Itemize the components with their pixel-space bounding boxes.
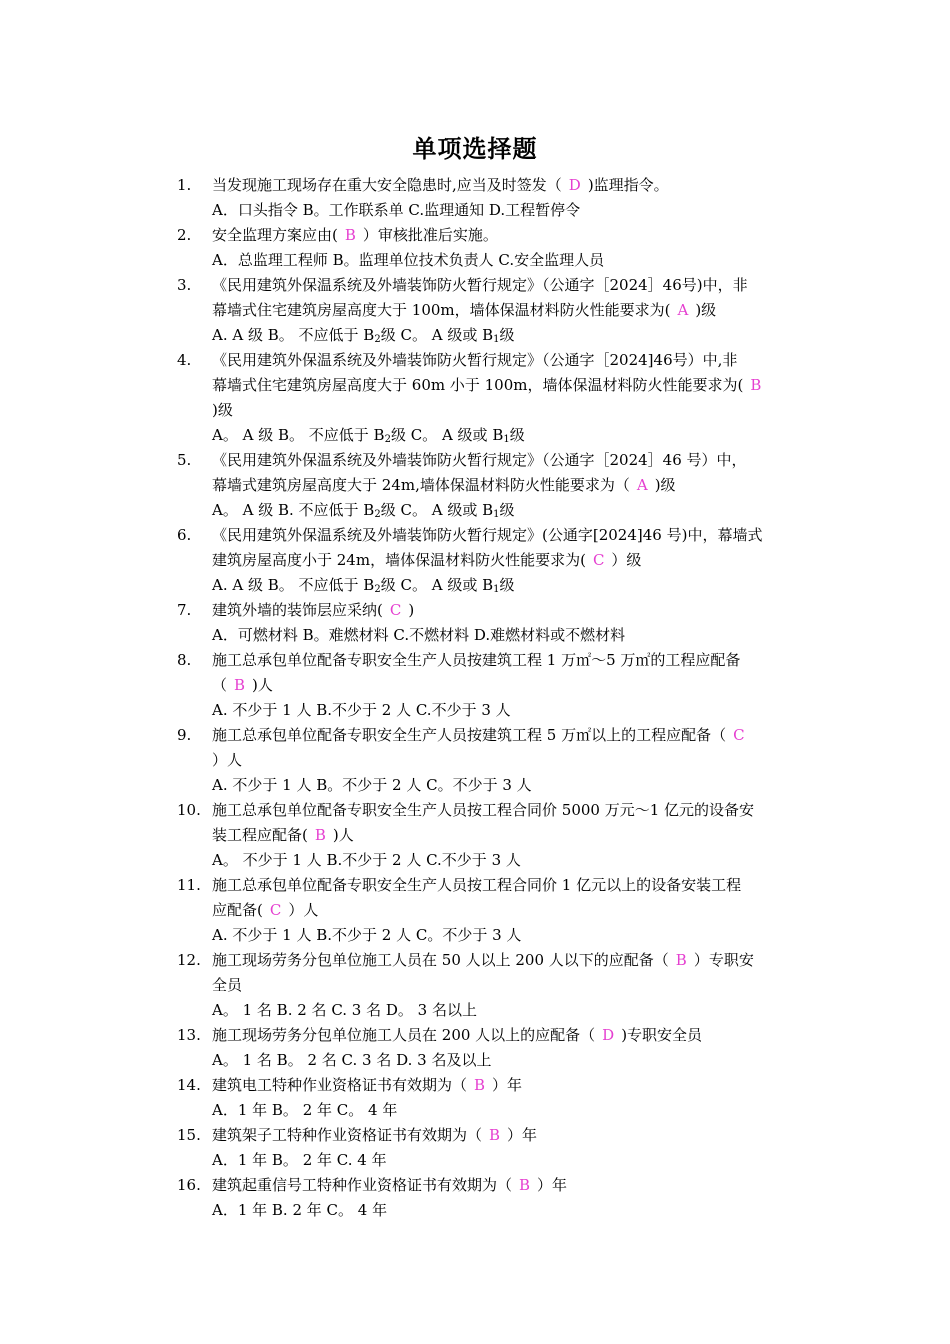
question-line (0, 873, 950, 898)
question-line (0, 548, 950, 573)
question-text: A．可燃材料 B。难燃材料 C.不燃材料 D.难燃材料或不燃材料 (212, 626, 626, 644)
question-item (0, 873, 950, 948)
question-text: 建筑房屋高度小于 24m，墙体保温材料防火性能要求为( C ）级 (212, 551, 642, 569)
answer-letter: B (314, 826, 326, 844)
question-text: 建筑电工特种作业资格证书有效期为（ B ）年 (212, 1076, 523, 1094)
question-number: 1. (177, 176, 192, 194)
question-text: A。 A 级 B. 不应低于 $B_2$级 C。 A 级或 $B_1$级 (212, 501, 515, 520)
question-line (0, 448, 950, 473)
question-text: A. 不少于 1 人 B.不少于 2 人 C。不少于 3 人 (212, 926, 522, 944)
question-number: 11. (177, 876, 201, 894)
subscript: 2 (374, 509, 381, 520)
question-item (0, 648, 950, 723)
question-item (0, 523, 950, 598)
question-text: )级 (212, 401, 233, 419)
question-line (0, 623, 950, 648)
question-number: 9. (177, 726, 192, 744)
question-list (0, 173, 950, 1223)
question-text: 《民用建筑外保温系统及外墙装饰防火暂行规定》（公通字［2024］46 号）中， (212, 451, 747, 469)
question-line (0, 198, 950, 223)
question-text: A。 不少于 1 人 B.不少于 2 人 C.不少于 3 人 (212, 851, 521, 869)
question-line (0, 323, 950, 348)
question-line (0, 748, 950, 773)
question-text: ）人 (212, 751, 243, 769)
question-line (0, 598, 950, 623)
question-number: 15. (177, 1126, 201, 1144)
answer-letter: C (592, 551, 605, 569)
question-line (0, 773, 950, 798)
answer-letter: B (489, 1126, 501, 1144)
answer-letter: C (269, 901, 282, 919)
subscript: 1 (493, 334, 500, 345)
answer-letter: A (677, 301, 689, 319)
question-text: A. 不少于 1 人 B。不少于 2 人 C。不少于 3 人 (212, 776, 532, 794)
question-text: A. A 级 B。 不应低于 $B_2$级 C。 A 级或 $B_1$级 (212, 576, 515, 595)
question-text: A．总监理工程师 B。监理单位技术负责人 C.安全监理人员 (212, 251, 605, 269)
answer-letter: B (675, 951, 687, 969)
question-line (0, 348, 950, 373)
question-number: 8. (177, 651, 192, 669)
question-line (0, 248, 950, 273)
question-text: A．1 年 B. 2 年 C。 4 年 (212, 1201, 388, 1219)
question-number: 14. (177, 1076, 201, 1094)
question-text: 建筑外墙的装饰层应采纳( C ) (212, 601, 415, 619)
question-line (0, 1148, 950, 1173)
answer-letter: B (344, 226, 356, 244)
question-item (0, 948, 950, 1023)
question-line (0, 1048, 950, 1073)
question-number: 10. (177, 801, 201, 819)
question-text: （ B )人 (212, 676, 273, 694)
question-line (0, 173, 950, 198)
question-line (0, 698, 950, 723)
question-line (0, 898, 950, 923)
question-line (0, 823, 950, 848)
subscript: 2 (384, 434, 391, 445)
question-text: 幕墙式住宅建筑房屋高度大于 60m 小于 100m，墙体保温材料防火性能要求为( B (212, 373, 768, 398)
question-text: 幕墙式建筑房屋高度大于 24m,墙体保温材料防火性能要求为（ A )级 (212, 476, 676, 494)
question-line (0, 373, 950, 398)
question-line (0, 798, 950, 823)
question-line (0, 473, 950, 498)
question-text: 施工总承包单位配备专职安全生产人员按工程合同价 5000 万元～1 亿元的设备安 (212, 801, 755, 819)
answer-letter: B (474, 1076, 486, 1094)
answer-letter: D (568, 176, 581, 194)
question-number: 4. (177, 351, 192, 369)
answer-letter: A (636, 476, 648, 494)
question-text: 当发现施工现场存在重大安全隐患时,应当及时签发（ D )监理指令。 (212, 176, 669, 194)
question-line (0, 923, 950, 948)
question-line (0, 573, 950, 598)
question-item (0, 1073, 950, 1123)
answer-letter: C (389, 601, 402, 619)
question-text: 《民用建筑外保温系统及外墙装饰防火暂行规定》（公通字［2024］46号)中，非 (212, 276, 748, 294)
subscript: 2 (374, 584, 381, 595)
question-line (0, 423, 950, 448)
question-line (0, 1098, 950, 1123)
question-line (0, 498, 950, 523)
question-line (0, 1123, 950, 1148)
question-number: 3. (177, 276, 192, 294)
question-item (0, 1123, 950, 1173)
question-text: 施工总承包单位配备专职安全生产人员按工程合同价 1 亿元以上的设备安装工程 (212, 876, 742, 894)
question-item (0, 173, 950, 223)
question-line (0, 723, 950, 748)
question-line (0, 848, 950, 873)
question-item (0, 448, 950, 523)
page-title: 单项选择题 (412, 134, 538, 163)
question-text: 施工总承包单位配备专职安全生产人员按建筑工程 5 万㎡以上的工程应配备（ C (212, 723, 752, 748)
subscript: 1 (493, 584, 500, 595)
question-text: 应配备( C ）人 (212, 901, 319, 919)
question-item (0, 223, 950, 273)
question-number: 6. (177, 526, 192, 544)
question-number: 2. (177, 226, 192, 244)
question-item (0, 348, 950, 448)
answer-letter: C (733, 726, 745, 744)
question-line (0, 1023, 950, 1048)
question-text: 《民用建筑外保温系统及外墙装饰防火暂行规定》（公通字［2024]46号）中,非 (212, 351, 738, 369)
answer-letter: B (234, 676, 246, 694)
question-line (0, 1173, 950, 1198)
question-item (0, 1173, 950, 1223)
question-item (0, 798, 950, 873)
question-text: 施工现场劳务分包单位施工人员在 200 人以上的应配备（ D )专职安全员 (212, 1026, 703, 1044)
question-line (0, 973, 950, 998)
question-number: 5. (177, 451, 192, 469)
question-line (0, 648, 950, 673)
question-text: A. A 级 B。 不应低于 $B_2$级 C。 A 级或 $B_1$级 (212, 326, 515, 345)
question-item (0, 273, 950, 348)
question-text: A．口头指令 B。工作联系单 C.监理通知 D.工程暂停令 (212, 201, 581, 219)
question-line (0, 298, 950, 323)
answer-letter: D (602, 1026, 615, 1044)
question-line (0, 1073, 950, 1098)
question-text: 安全监理方案应由( B ）审核批准后实施。 (212, 226, 498, 244)
question-item (0, 723, 950, 798)
question-line (0, 273, 950, 298)
question-line (0, 398, 950, 423)
question-text: 施工总承包单位配备专职安全生产人员按建筑工程 1 万㎡～5 万㎡的工程应配备 (212, 651, 741, 669)
subscript: 1 (503, 434, 510, 445)
question-text: A．1 年 B。 2 年 C。 4 年 (212, 1101, 398, 1119)
question-number: 7. (177, 601, 192, 619)
subscript: 1 (493, 509, 500, 520)
question-text: A．1 年 B。 2 年 C. 4 年 (212, 1151, 387, 1169)
question-text: 建筑架子工特种作业资格证书有效期为（ B ）年 (212, 1126, 538, 1144)
question-text: A. 不少于 1 人 B.不少于 2 人 C.不少于 3 人 (212, 701, 511, 719)
question-text: 幕墙式住宅建筑房屋高度大于 100m，墙体保温材料防火性能要求为( A )级 (212, 301, 717, 319)
question-text: A。 1 名 B. 2 名 C. 3 名 D。 3 名以上 (212, 1001, 477, 1019)
question-line (0, 223, 950, 248)
answer-letter: B (750, 376, 762, 394)
question-text: A。 1 名 B。 2 名 C. 3 名 D. 3 名及以上 (212, 1051, 492, 1069)
question-number: 13. (177, 1026, 201, 1044)
subscript: 2 (374, 334, 381, 345)
question-text: 装工程应配备( B )人 (212, 826, 354, 844)
question-number: 12. (177, 951, 201, 969)
question-line (0, 673, 950, 698)
question-line (0, 948, 950, 973)
question-text: 建筑起重信号工特种作业资格证书有效期为（ B ）年 (212, 1176, 568, 1194)
question-number: 16. (177, 1176, 201, 1194)
question-text: 《民用建筑外保温系统及外墙装饰防火暂行规定》(公通字[2024]46 号)中，幕墙式 (212, 526, 763, 544)
question-line (0, 1198, 950, 1223)
answer-letter: B (519, 1176, 531, 1194)
question-item (0, 1023, 950, 1073)
question-item (0, 598, 950, 648)
question-text: 全员 (212, 976, 243, 994)
question-line (0, 523, 950, 548)
question-text: A。 A 级 B。 不应低于 $B_2$级 C。 A 级或 $B_1$级 (212, 426, 525, 445)
question-text: 施工现场劳务分包单位施工人员在 50 人以上 200 人以下的应配备（ B ）专职安 (212, 951, 754, 969)
question-line (0, 998, 950, 1023)
